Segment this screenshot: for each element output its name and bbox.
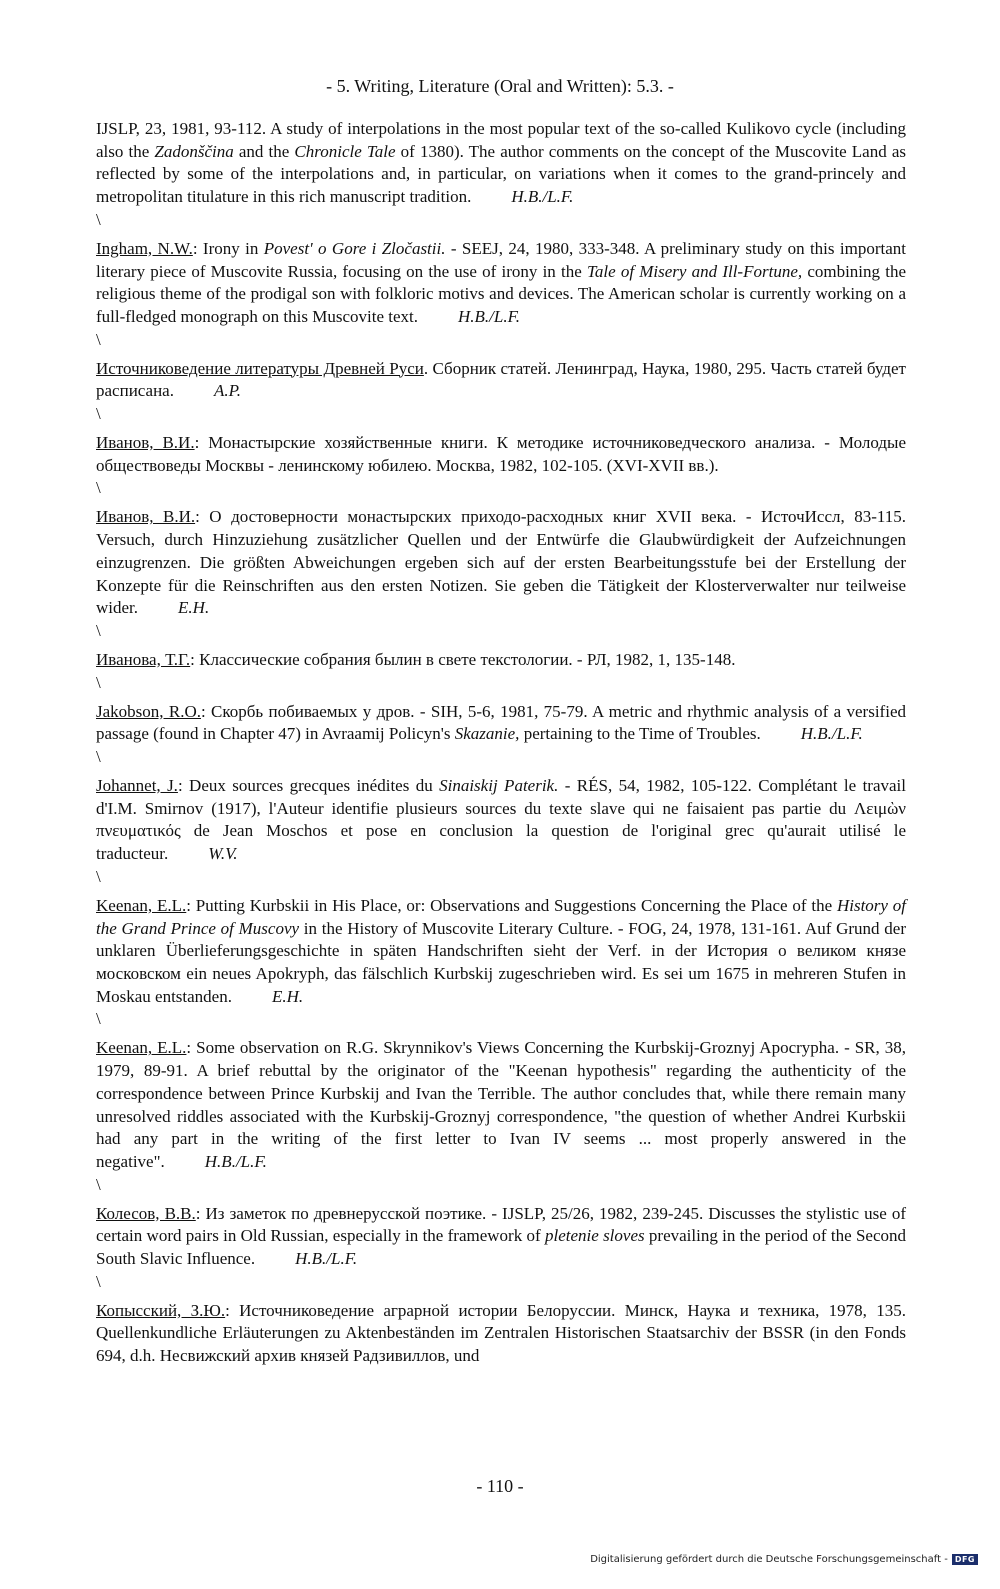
bibliography-entry xyxy=(96,1203,906,1271)
bibliography-entry xyxy=(96,1300,906,1368)
entry-author: Иванов, В.И. xyxy=(96,507,196,527)
bibliography-entry xyxy=(96,701,906,746)
entry-text: : Deux sources grecques inédites du xyxy=(177,776,440,796)
entry-separator: \ xyxy=(96,620,101,640)
entry-author: Keenan, E.L. xyxy=(96,895,187,915)
entry-text: . Сборник статей. Ленинград, Наука, 1980, 295. Часть статей будет расписана. xyxy=(96,358,906,401)
bibliography-entry xyxy=(96,775,906,866)
entry-text: - RÉS, 54, 1982, 105-122. Complétant le travail d'I.M. Smirnov (1917), l'Auteur identifie plusieurs sources du texte slave qui ne faisaient pas partie du Λειμὼν πνευματικός de Jean Moschos et pose en conclusion la question de l'original grec qu'aurait utilisé le traducteur. xyxy=(96,776,906,864)
entry-separator: \ xyxy=(96,747,101,767)
entry-separator: \ xyxy=(96,1271,101,1291)
entry-text: prevailing in the period of the Second South Slavic Influence. xyxy=(96,1226,906,1269)
entry-author: Иванов, В.И. xyxy=(96,433,195,453)
entry-reviewer-initials: H.B./L.F. xyxy=(800,724,863,744)
entry-reviewer-initials: H.B./L.F. xyxy=(511,187,574,207)
entry-author: Ingham, N.W. xyxy=(96,238,193,258)
entry-separator: \ xyxy=(96,672,101,692)
entry-separator: \ xyxy=(96,478,101,498)
bibliography-entry xyxy=(96,118,906,209)
entry-author: Источниковедение литературы Древней Руси xyxy=(96,358,424,378)
entry-italic-title: Sinaiskij Paterik. xyxy=(439,776,559,796)
entry-author: Копысский, З.Ю. xyxy=(96,1300,226,1320)
entry-italic-title: Zadonščina xyxy=(154,141,234,161)
entry-reviewer-initials: E.H. xyxy=(178,598,210,618)
bibliography-entry xyxy=(96,238,906,329)
entry-separator: \ xyxy=(96,209,101,229)
footer-text: Digitalisierung gefördert durch die Deutsche Forschungsgemeinschaft - xyxy=(590,1554,948,1565)
entry-italic-title: Chronicle Tale xyxy=(294,141,396,161)
footer xyxy=(590,1554,978,1565)
bibliography-entry xyxy=(96,1037,906,1173)
entry-text: : Из заметок по древнерусской поэтике. - IJSLP, 25/26, 1982, 239-245. Discusses the stylistic use of certain word pairs in Old Russian, especially in the framework of xyxy=(96,1203,906,1246)
entry-text: : Putting Kurbskii in His Place, or: Observations and Suggestions Concerning the Place of the xyxy=(186,895,837,915)
entry-reviewer-initials: E.H. xyxy=(271,986,304,1006)
entry-reviewer-initials: A.P. xyxy=(213,381,242,401)
bibliography-entry xyxy=(96,432,906,477)
entry-author: Keenan, E.L. xyxy=(96,1038,187,1058)
entry-text: : Монастырские хозяйственные книги. К методике источниковедческого анализа. - Молодые обществоведы Москвы - ленинскому юбилею. Москва, 1982, 102-105. (XVI-XVII вв.). xyxy=(96,433,906,475)
entry-text: IJSLP, 23, 1981, 93-112. A study of interpolations in the most popular text of the so-called Kulikovo cycle (including also the xyxy=(96,119,906,161)
entry-text: : Some observation on R.G. Skrynnikov's Views Concerning the Kurbskij-Groznyj Apocrypha. - SR, 38, 1979, 89-91. A brief rebuttal by the originator of the "Keenan hypothesis" regarding the authenticity of the correspondence between Prince Kurbskij and Ivan the Terrible. The author concludes that, while there remain many unresolved riddles associated with the Kurbskij-Groznyj correspondence, "the question of whether Andrei Kurbskii had any part in the writing of the first letter to Ivan IV seems ... most properly answered in the negative". xyxy=(96,1038,906,1171)
entry-author: Иванова, Т.Г. xyxy=(96,649,191,669)
entry-text: and the xyxy=(233,141,295,161)
entry-author: Колесов, В.В. xyxy=(96,1203,196,1223)
entry-italic-title: Skazanie, xyxy=(454,724,520,744)
entry-italic-title: pletenie sloves xyxy=(544,1226,645,1246)
dfg-logo: DFG xyxy=(952,1554,978,1565)
entry-text: in the History of Muscovite Literary Culture. - FOG, 24, 1978, 131-161. Auf Grund der unklaren Überlieferungsgeschichte in späten Handschriften sieht der Verf. in der История о великом князе московском ein neues Apokryph, das fälschlich Kurbskij zugeschrieben wird. Es sei um 1675 in mehreren Stufen in Moskau entstanden. xyxy=(96,918,906,1006)
entry-separator: \ xyxy=(96,866,101,886)
entry-italic-title: Tale of Misery and Ill-Fortune, xyxy=(586,261,803,281)
entry-text: : Источниковедение аграрной истории Белоруссии. Минск, Наука и техника, 1978, 135. Quellenkundliche Erläuterungen zu Aktenbeständen im Zentralen Historischen Staatsarchiv der BSSR (in den Fonds 694, d.h. Несвижский архив князей Радзивиллов, und xyxy=(96,1300,906,1366)
entry-separator: \ xyxy=(96,404,101,424)
bibliography-entry xyxy=(96,895,906,1009)
running-header: - 5. Writing, Literature (Oral and Written): 5.3. - xyxy=(326,76,674,96)
page-number: - 110 - xyxy=(476,1476,524,1496)
entry-author: Johannet, J. xyxy=(96,776,178,796)
entry-text: pertaining to the Time of Troubles. xyxy=(519,724,761,744)
entry-text: : Классические собрания былин в свете текстологии. - РЛ, 1982, 1, 135-148. xyxy=(190,649,736,669)
bibliography-entry xyxy=(96,649,906,672)
entry-reviewer-initials: H.B./L.F. xyxy=(458,306,521,326)
entry-text: : О достоверности монастырских приходо-расходных книг XVII века. - ИсточИссл, 83-115. Versuch, durch Hinzuziehung zusätzlicher Quellen und der Entwürfe die Glaubwürdigkeit der Aufzeichnungen einzugrenzen. Die größten Abweichungen ergeben sich auf der ersten Bearbeitungsstufe bei der Erstellung der Konzepte für die Reinschriften aus den ersten Notizen. Sie geben die Tätigkeit der Klosterverwalter nur teilweise wider. xyxy=(96,507,907,618)
entry-text: of 1380). The author comments on the concept of the Muscovite Land as reflected by some of the interpolations and, in particular, on variations when it comes to the grand-princely and metropolitan titulature in this rich manuscript tradition. xyxy=(96,141,906,207)
entry-italic-title: History of the Grand Prince of Muscovy xyxy=(96,895,907,938)
entry-text: : Irony in xyxy=(192,238,264,258)
bibliography-entry xyxy=(96,358,906,403)
entry-text: - SEEJ, 24, 1980, 333-348. A preliminary study on this important literary piece of Muscovite Russia, focusing on the use of irony in the xyxy=(96,238,906,281)
entry-separator: \ xyxy=(96,1009,101,1029)
entry-text: : Скорбь побиваемых у дров. - SIH, 5-6, 1981, 75-79. A metric and rhythmic analysis of a versified passage (found in Chapter 47) in Avraamij Policyn's xyxy=(96,701,906,744)
entry-author: Jakobson, R.O. xyxy=(96,701,201,721)
entry-text: combining the religious theme of the prodigal son with folkloric motivs and devices. The American scholar is currently working on a full-fledged monograph on this Muscovite text. xyxy=(96,261,906,326)
entry-separator: \ xyxy=(96,1174,101,1194)
entry-separator: \ xyxy=(96,329,101,349)
bibliography-entry xyxy=(96,506,906,620)
entry-reviewer-initials: H.B./L.F. xyxy=(204,1151,267,1171)
bibliography-list xyxy=(96,118,906,1368)
entry-reviewer-initials: H.B./L.F. xyxy=(295,1249,358,1269)
entry-italic-title: Povest' o Gore i Zločastii. xyxy=(263,238,446,258)
entry-reviewer-initials: W.V. xyxy=(208,844,238,864)
